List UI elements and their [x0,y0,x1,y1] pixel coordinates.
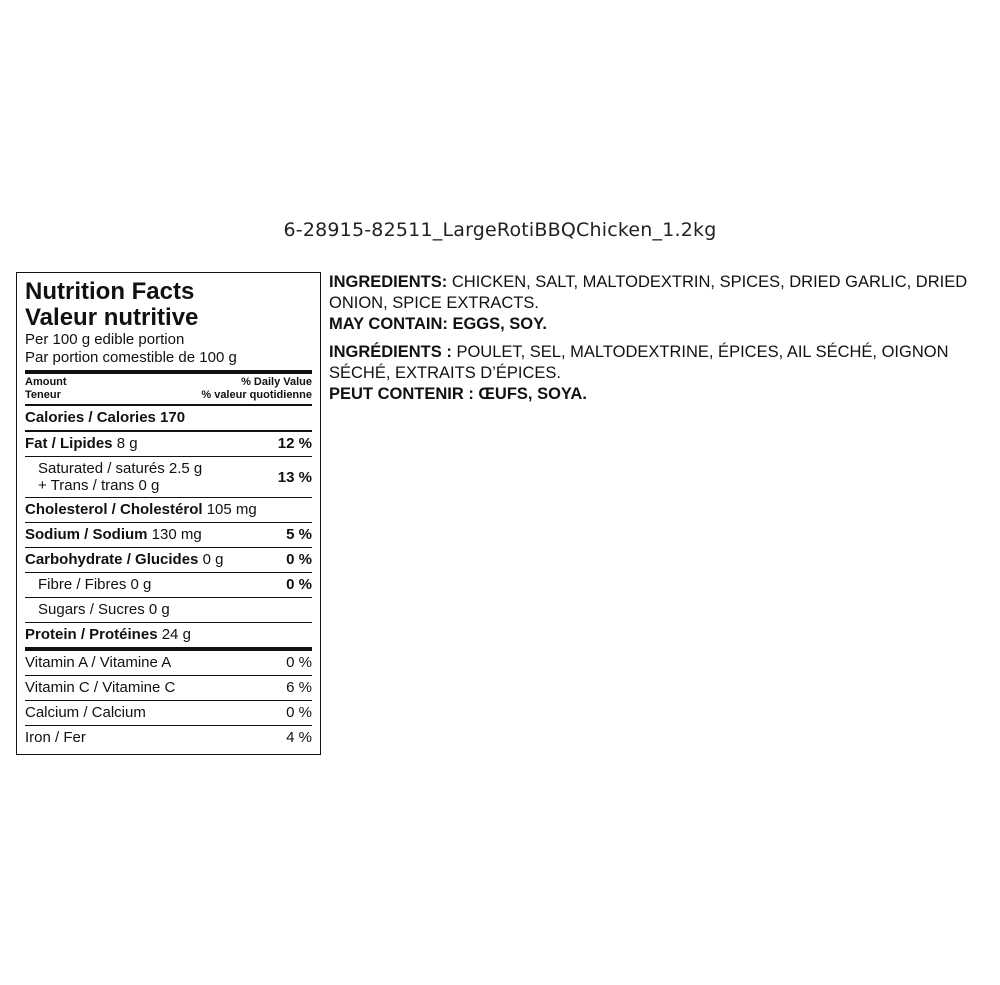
vitamin-c-label: Vitamin C / Vitamine C [25,679,176,696]
trans-text: + Trans / trans 0 g [38,477,160,494]
sodium-amount: 130 mg [151,526,202,543]
ingredients-heading-fr: INGRÉDIENTS : [329,343,452,361]
row-sodium [25,522,312,547]
fibre-dv: 0 % [286,576,312,593]
sugars-text: Sugars / Sucres 0 g [38,601,170,618]
fat-dv: 12 % [277,435,312,452]
carbohydrate-label: Carbohydrate / Glucides [25,551,199,568]
nutrition-facts-panel [16,272,321,755]
cholesterol-label: Cholesterol / Cholestérol [25,501,203,518]
amount-label-en: Amount [25,376,67,388]
saturated-text: Saturated / saturés 2.5 g [38,460,203,477]
row-calcium [25,700,312,725]
serving-size-en: Per 100 g edible portion [25,331,185,348]
fat-label: Fat / Lipides [25,435,113,452]
row-vitamin-c [25,675,312,700]
row-protein [25,622,312,647]
row-iron [25,725,312,750]
sodium-dv: 5 % [286,526,312,543]
iron-label: Iron / Fer [25,729,86,746]
ingredients-block [329,272,989,405]
carbohydrate-amount: 0 g [202,551,224,568]
column-header [25,374,312,404]
calories-text: Calories / Calories 170 [25,409,186,426]
row-saturated-trans [25,456,312,497]
calcium-dv: 0 % [286,704,312,721]
ingredients-fr [329,342,989,384]
ingredients-text-fr: POULET, SEL, MALTODEXTRINE, ÉPICES, AIL SÉCHÉ, OIGNON SÉCHÉ, EXTRAITS D’ÉPICES. [329,343,949,382]
daily-value-label-fr: % valeur quotidienne [201,389,312,401]
row-sugars [25,597,312,622]
ingredients-heading-en: INGREDIENTS: [329,273,448,291]
row-vitamin-a [25,651,312,675]
calcium-label: Calcium / Calcium [25,704,146,721]
row-fat [25,432,312,456]
may-contain-fr: PEUT CONTENIR : ŒUFS, SOYA. [329,385,587,403]
vitamin-a-dv: 0 % [286,654,312,671]
sodium-label: Sodium / Sodium [25,526,148,543]
protein-label: Protein / Protéines [25,626,158,643]
fibre-text: Fibre / Fibres 0 g [38,576,152,593]
protein-amount: 24 g [161,626,191,643]
fat-amount: 8 g [116,435,138,452]
serving-size-fr: Par portion comestible de 100 g [25,349,237,366]
row-carbohydrate [25,547,312,572]
cholesterol-amount: 105 mg [206,501,257,518]
vitamin-a-label: Vitamin A / Vitamine A [25,654,172,671]
row-fibre [25,572,312,597]
saturated-dv: 13 % [277,468,312,486]
vitamin-c-dv: 6 % [286,679,312,696]
iron-dv: 4 % [286,729,312,746]
row-cholesterol [25,497,312,522]
nutrition-title-fr: Valeur nutritive [25,304,199,331]
carbohydrate-dv: 0 % [286,551,312,568]
file-label: 6-28915-82511_LargeRotiBBQChicken_1.2kg [283,219,717,241]
ingredients-text-en: CHICKEN, SALT, MALTODEXTRIN, SPICES, DRIED GARLIC, DRIED ONION, SPICE EXTRACTS. [329,273,968,312]
daily-value-label-en: % Daily Value [241,376,312,388]
amount-label-fr: Teneur [25,389,61,401]
ingredients-en [329,272,989,314]
nutrition-title-en: Nutrition Facts [25,278,195,305]
row-calories [25,406,312,430]
may-contain-en: MAY CONTAIN: EGGS, SOY. [329,315,547,333]
